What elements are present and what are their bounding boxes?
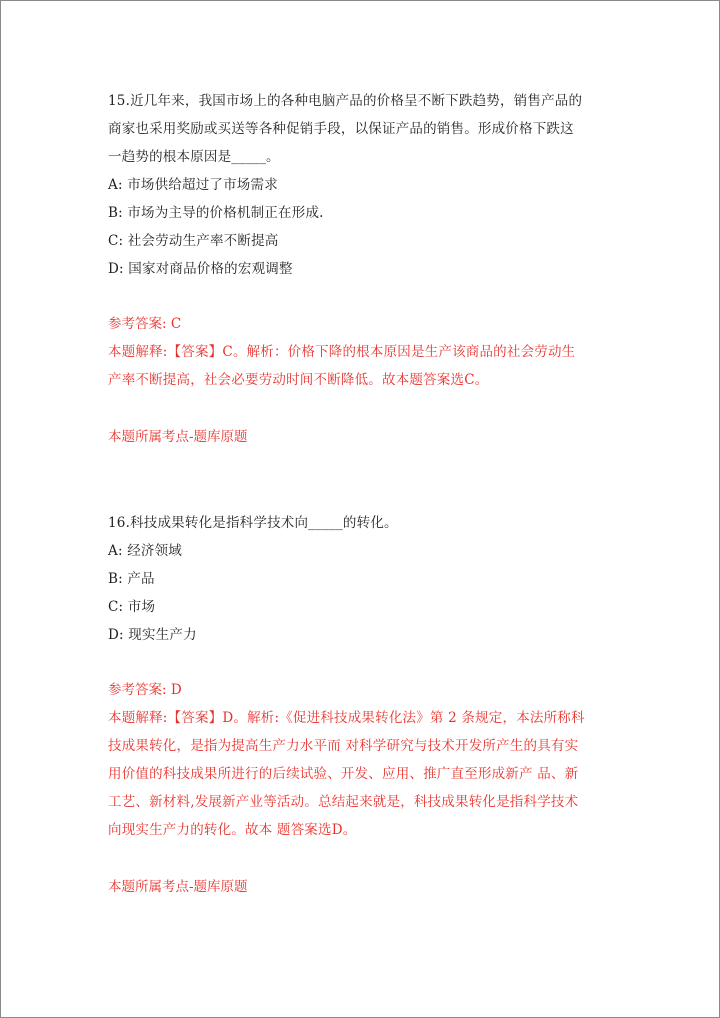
- question-15-source: 本题所属考点-题库原题: [108, 429, 248, 445]
- question-16-option-c: C: 市场: [108, 599, 156, 615]
- question-15-answer: 参考答案: C: [108, 316, 182, 332]
- question-15-explanation-line-2: 产率不断提高，社会必要劳动时间不断降低。故本题答案选C。: [108, 372, 489, 388]
- question-16-explanation-line-5: 向现实生产力的转化。故本 题答案选D。: [108, 822, 357, 838]
- question-16-explanation-line-3: 用价值的科技成果所进行的后续试验、开发、应用、推广直至形成新产 品、新: [108, 766, 579, 782]
- question-15-stem-line-3: 一趋势的根本原因是_____。: [108, 149, 280, 165]
- question-16-explanation-line-2: 技成果转化，是指为提高生产力水平而 对科学研究与技术开发所产生的具有实: [108, 738, 579, 754]
- question-15-option-c: C: 社会劳动生产率不断提高: [108, 233, 279, 249]
- question-15-stem-line-1: 15.近几年来，我国市场上的各种电脑产品的价格呈不断下跌趋势，销售产品的: [108, 93, 583, 109]
- question-15-option-b: B: 市场为主导的价格机制正在形成.: [108, 205, 324, 221]
- question-16-option-a: A: 经济领域: [108, 543, 182, 559]
- question-16-option-b: B: 产品: [108, 571, 155, 587]
- question-15: [108, 87, 628, 451]
- question-15-option-a: A: 市场供给超过了市场需求: [108, 177, 278, 193]
- question-16-stem-line-1: 16.科技成果转化是指科学技术向_____的转化。: [108, 515, 398, 531]
- question-16: [108, 509, 628, 901]
- question-15-explanation-line-1: 本题解释:【答案】C。解析：价格下降的根本原因是生产该商品的社会劳动生: [108, 344, 576, 360]
- question-15-option-d: D: 国家对商品价格的宏观调整: [108, 261, 293, 277]
- document-body: [108, 87, 628, 901]
- question-15-stem-line-2: 商家也采用奖励或买送等各种促销手段，以保证产品的销售。形成价格下跌这: [108, 121, 574, 137]
- question-16-option-d: D: 现实生产力: [108, 627, 197, 643]
- question-16-answer: 参考答案: D: [108, 682, 182, 698]
- question-16-explanation-line-4: 工艺、新材料,发展新产业等活动。总结起来就是，科技成果转化是指科学技术: [108, 794, 579, 810]
- question-16-source: 本题所属考点-题库原题: [108, 879, 248, 895]
- question-16-explanation-line-1: 本题解释:【答案】D。解析:《促进科技成果转化法》第 2 条规定，本法所称科: [108, 710, 585, 726]
